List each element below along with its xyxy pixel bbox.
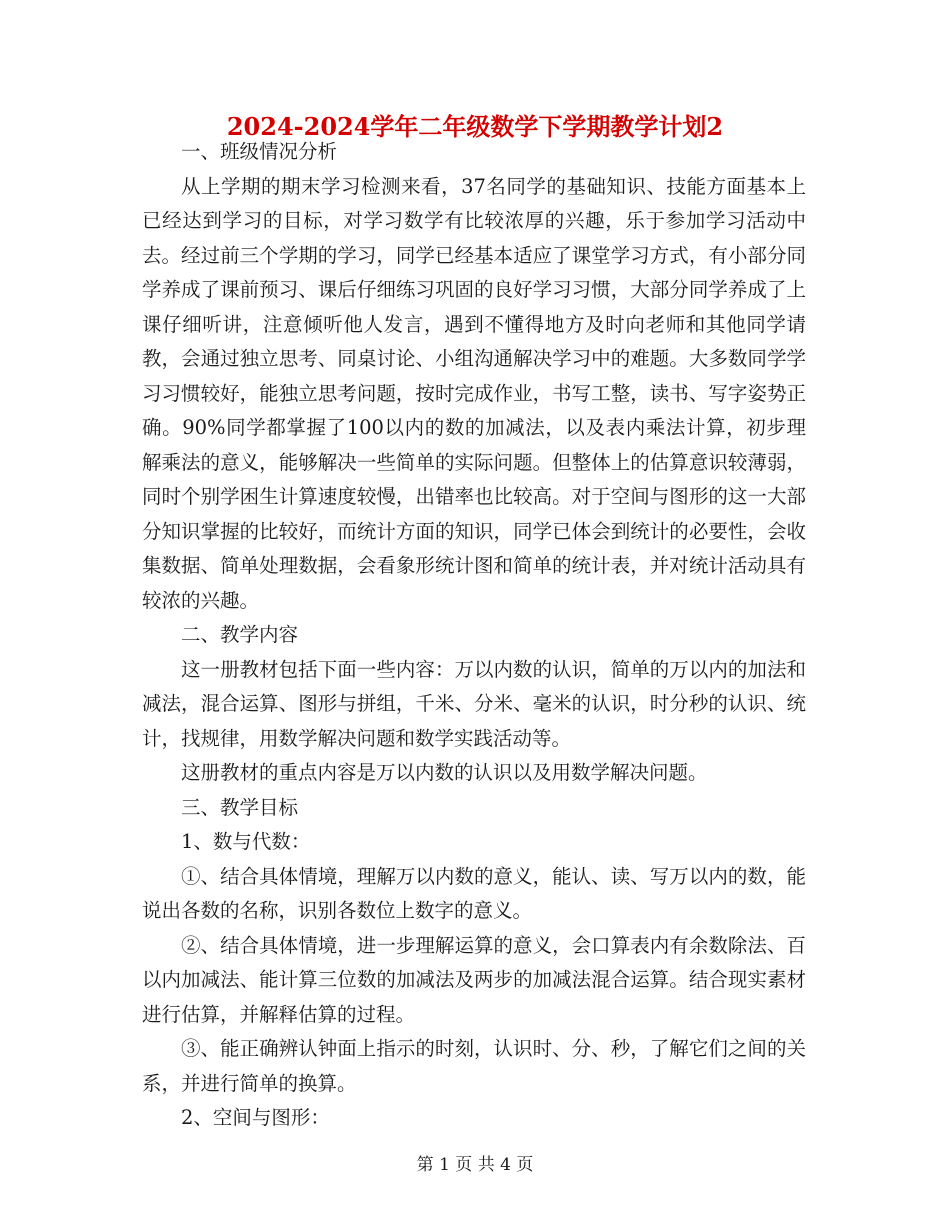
paragraph-class-analysis: 从上学期的期末学习检测来看，37名同学的基础知识、技能方面基本上已经达到学习的目标，对学习数学有比较浓厚的兴趣，乐于参加学习活动中去。经过前三个学期的学习，同学已经基本适应了课堂学习方式，有小部分同学养成了课前预习、课后仔细练习巩固的良好学习习惯，大部分同学养成了上课仔细听讲，注意倾听他人发言，遇到不懂得地方及时向老师和其他同学请教，会通过独立思考、同桌讨论、小组沟通解决学习中的难题。大多数同学学习习惯较好，能独立思考问题，按时完成作业，书写工整，读书、写字姿势正确。90%同学都掌握了100以内的数的加减法，以及表内乘法计算，初步理解乘法的意义，能够解决一些简单的实际问题。但整体上的估算意识较薄弱，同时个别学困生计算速度较慢，出错率也比较高。对于空间与图形的这一大部分知识掌握的比较好，而统计方面的知识，同学已体会到统计的必要性，会收集数据、简单处理数据，会看象形统计图和简单的统计表，并对统计活动具有较浓的兴趣。 xyxy=(142,174,806,612)
goal-item-1: ①、结合具体情境，理解万以内数的意义，能认、读、写万以内的数，能说出各数的名称，识别各数位上数字的意义。 xyxy=(142,864,806,922)
subheading-space-shapes: 2、空间与图形： xyxy=(181,1106,330,1129)
section-heading-teaching-content: 二、教学内容 xyxy=(181,623,299,646)
document-title: 2024-2024学年二年级数学下学期教学计划2 xyxy=(226,112,724,141)
page-number-footer: 第 1 页 共 4 页 xyxy=(416,1155,534,1175)
document-body xyxy=(142,135,806,1136)
paragraph-teaching-content: 这一册教材包括下面一些内容：万以内数的认识，简单的万以内的加法和减法，混合运算、图形与拼组，千米、分米、毫米的认识，时分秒的认识、统计，找规律，用数学解决问题和数学实践活动等。 xyxy=(142,657,806,750)
section-heading-teaching-goals: 三、教学目标 xyxy=(181,795,299,819)
subheading-numbers-algebra: 1、数与代数： xyxy=(181,830,311,853)
section-heading-class-analysis: 一、班级情况分析 xyxy=(181,140,338,163)
goal-item-2: ②、结合具体情境，进一步理解运算的意义，会口算表内有余数除法、百以内加减法、能计算三位数的加减法及两步的加减法混合运算。结合现实素材进行估算，并解释估算的过程。 xyxy=(142,933,806,1026)
paragraph-teaching-focus: 这册教材的重点内容是万以内数的认识以及用数学解决问题。 xyxy=(181,761,708,784)
goal-item-3: ③、能正确辨认钟面上指示的时刻，认识时、分、秒，了解它们之间的关系，并进行简单的换算。 xyxy=(142,1037,806,1095)
